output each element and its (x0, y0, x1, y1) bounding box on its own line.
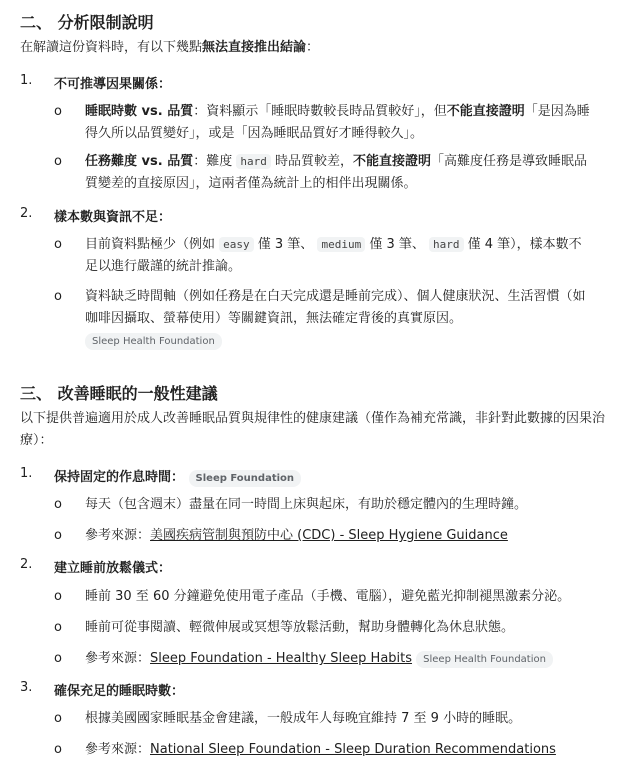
list-item-title: 不可推導因果關係： (54, 77, 172, 92)
bullet-icon: o (54, 589, 62, 604)
bullet-icon: o (54, 497, 62, 512)
list-item: 每天（包含週末）盡量在同一時間上床與起床，有助於穩定體內的生理時鐘。 (85, 497, 528, 512)
reference-link[interactable]: Sleep Foundation - Healthy Sleep Habits (150, 651, 413, 666)
bullet-icon: o (54, 237, 62, 252)
text: 參考來源： (85, 742, 151, 757)
list-item: 根據美國國家睡眠基金會建議，一般成年人每晚宜維持 7 至 9 小時的睡眠。 (85, 711, 522, 726)
intro-colon: ： (306, 40, 320, 55)
inline-code: hard (429, 237, 464, 252)
list-number: 1. (20, 73, 33, 88)
list-number: 3. (20, 680, 33, 695)
inline-code: medium (317, 237, 365, 252)
source-chip[interactable]: Sleep Health Foundation (85, 333, 222, 350)
text: ：資料顯示「睡眠時數較長時品質較好」，但 (193, 104, 447, 119)
bullet-icon: o (54, 742, 62, 757)
list-item (85, 648, 590, 670)
list-item (85, 286, 590, 352)
section-2-title: 二、 分析限制說明 (20, 13, 154, 32)
list-item (85, 525, 590, 547)
section-2-intro (20, 37, 605, 59)
source-chip[interactable]: Sleep Foundation (189, 470, 301, 487)
text: 資料缺乏時間軸（例如任務是在白天完成還是睡前完成）、個人健康狀況、生活習慣（如咖啡因攝取、螢幕使用）等關鍵資訊，無法確定背後的真實原因。 (85, 289, 586, 326)
text: 僅 3 筆、 (365, 237, 430, 252)
list-item-title: 建立睡前放鬆儀式： (54, 561, 172, 576)
bullet-icon: o (54, 154, 62, 169)
list-number: 1. (20, 466, 33, 481)
bullet-icon: o (54, 104, 62, 119)
list-item-title: 樣本數與資訊不足： (54, 210, 172, 225)
list-item-title (54, 466, 301, 487)
intro-text: 在解讀這份資料時，有以下幾點 (20, 40, 203, 55)
list-item-title: 確保充足的睡眠時數： (54, 684, 185, 699)
source-chip[interactable]: Sleep Health Foundation (416, 651, 553, 668)
list-number: 2. (20, 557, 33, 572)
text: ：難度 (193, 154, 237, 169)
inline-code: easy (219, 237, 254, 252)
reference-link[interactable]: 美國疾病管制與預防中心 (CDC) - Sleep Hygiene Guidance (150, 528, 508, 543)
text: 僅 4 筆），樣本數不足以進行嚴謹的統計推論。 (85, 237, 582, 274)
list-item (85, 101, 590, 145)
list-number: 2. (20, 206, 33, 221)
bold-text: 不能直接證明 (446, 104, 525, 119)
text: 「是因為睡得久所以品質變好」，或是「因為睡眠品質好才睡得較久」。 (85, 104, 590, 141)
text: 「高難度任務是導致睡眠品質變差的直接原因」，這兩者僅為統計上的相伴出現關係。 (85, 154, 588, 191)
title-text: 保持固定的作息時間： (54, 470, 185, 485)
bullet-icon: o (54, 528, 62, 543)
bold-term: 睡眠時數 vs. 品質 (85, 104, 194, 119)
text: 僅 3 筆、 (253, 237, 318, 252)
reference-link[interactable]: National Sleep Foundation - Sleep Duration Recommendations (150, 742, 556, 757)
bold-term: 任務難度 vs. 品質 (85, 154, 194, 169)
list-item (85, 234, 590, 278)
list-item (85, 739, 590, 761)
bullet-icon: o (54, 711, 62, 726)
list-item (85, 151, 590, 195)
text: 時品質較差， (270, 154, 353, 169)
bullet-icon: o (54, 620, 62, 635)
bullet-icon: o (54, 651, 62, 666)
section-3-title: 三、 改善睡眠的一般性建議 (20, 384, 218, 403)
inline-code: hard (236, 154, 271, 169)
list-item: 睡前 30 至 60 分鐘避免使用電子產品（手機、電腦），避免藍光抑制褪黑激素分泌。 (85, 589, 571, 604)
text: 目前資料點極少（例如 (85, 237, 220, 252)
text: 參考來源： (85, 651, 151, 666)
section-3-intro: 以下提供普遍適用於成人改善睡眠品質與規律性的健康建議（僅作為補充常識，非針對此數據的因果治療）： (20, 411, 606, 448)
bullet-icon: o (54, 289, 62, 304)
intro-bold: 無法直接推出結論 (202, 40, 307, 55)
list-item: 睡前可從事閱讀、輕微伸展或冥想等放鬆活動，幫助身體轉化為休息狀態。 (85, 620, 515, 635)
text: 參考來源： (85, 528, 151, 543)
bold-text: 不能直接證明 (352, 154, 431, 169)
